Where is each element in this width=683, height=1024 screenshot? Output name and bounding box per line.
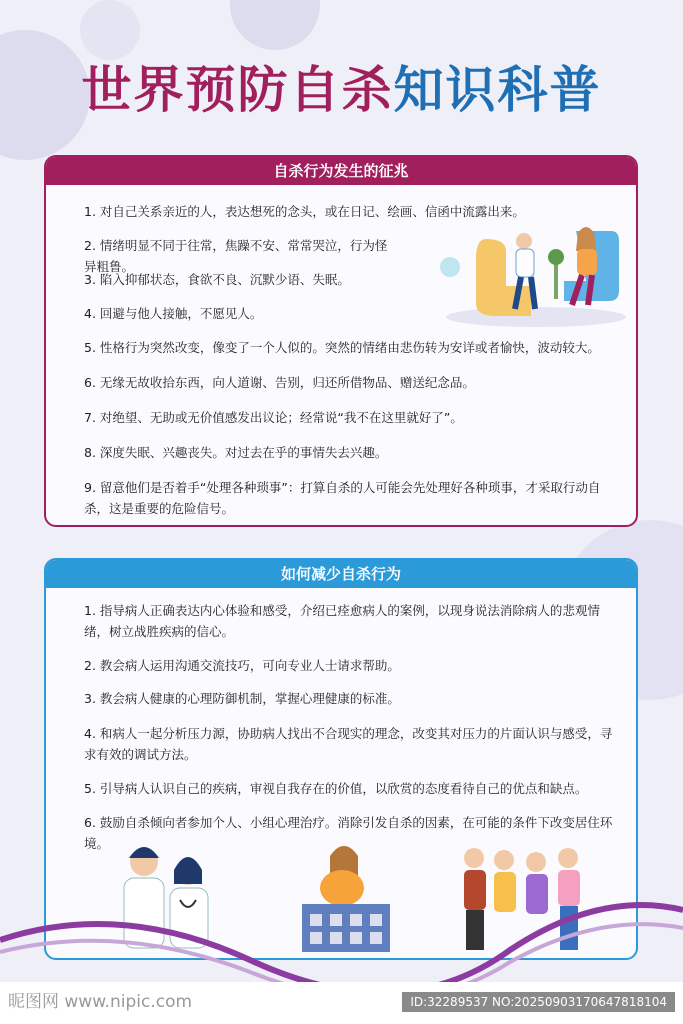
title-part2: 知识科普 bbox=[393, 61, 602, 119]
sign-item-4: 4. 回避与他人接触，不愿见人。 bbox=[84, 306, 263, 321]
reduce-header: 如何减少自杀行为 bbox=[46, 560, 636, 588]
reduce-item-5: 5. 引导病人认识自己的疾病，审视自我存在的价值，以欣赏的态度看待自己的优点和缺点。 bbox=[84, 781, 588, 796]
reduce-item-4: 4. 和病人一起分析压力源，协助病人找出不合现实的理念，改变其对压力的片面认识与感受，寻求有效的调试方法。 bbox=[84, 726, 613, 762]
reduce-item-1: 1. 指导病人正确表达内心体验和感受，介绍已痊愈病人的案例，以现身说法消除病人的悲观情绪，树立战胜疾病的信心。 bbox=[84, 603, 600, 639]
sign-item-9: 9. 留意他们是否着手“处理各种琐事”：打算自杀的人可能会先处理好各种琐事，才采取行动自杀，这是重要的危险信号。 bbox=[84, 480, 601, 516]
conversation-illustration bbox=[436, 219, 626, 329]
page-title bbox=[0, 50, 683, 130]
reduce-item-2: 2. 教会病人运用沟通交流技巧，可向专业人士请求帮助。 bbox=[84, 658, 400, 673]
sign-item-3: 3. 陷入抑郁状态，食欲不良、沉默少语、失眠。 bbox=[84, 272, 350, 287]
bg-circle bbox=[230, 0, 320, 50]
reduce-item-3: 3. 教会病人健康的心理防御机制，掌握心理健康的标准。 bbox=[84, 691, 400, 706]
signs-header: 自杀行为发生的征兆 bbox=[46, 157, 636, 185]
reduce-item-6: 6. 鼓励自杀倾向者参加个人、小组心理治疗。消除引发自杀的因素，在可能的条件下改变居住环境。 bbox=[84, 815, 613, 851]
watermark-text: 昵图网 www.nipic.com bbox=[8, 992, 193, 1012]
footer bbox=[0, 982, 683, 1024]
sign-item-7: 7. 对绝望、无助或无价值感发出议论；经常说“我不在这里就好了”。 bbox=[84, 410, 463, 425]
bottom-wave bbox=[0, 880, 683, 990]
sign-item-1: 1. 对自己关系亲近的人，表达想死的念头，或在日记、绘画、信函中流露出来。 bbox=[84, 204, 525, 219]
sign-item-8: 8. 深度失眠、兴趣丧失。对过去在乎的事情失去兴趣。 bbox=[84, 445, 388, 460]
sign-item-5: 5. 性格行为突然改变，像变了一个人似的。突然的情绪由悲伤转为安详或者愉快，波动较大。 bbox=[84, 340, 600, 355]
image-id-badge: ID:32289537 NO:20250903170647818104 bbox=[402, 992, 675, 1012]
sign-item-6: 6. 无缘无故收拾东西，向人道谢、告别，归还所借物品、赠送纪念品。 bbox=[84, 375, 475, 390]
signs-card bbox=[44, 155, 638, 527]
title-part1: 世界预防自杀 bbox=[81, 61, 394, 119]
sign-item-2: 2. 情绪明显不同于往常，焦躁不安、常常哭泣，行为怪异粗鲁。 bbox=[84, 238, 388, 274]
